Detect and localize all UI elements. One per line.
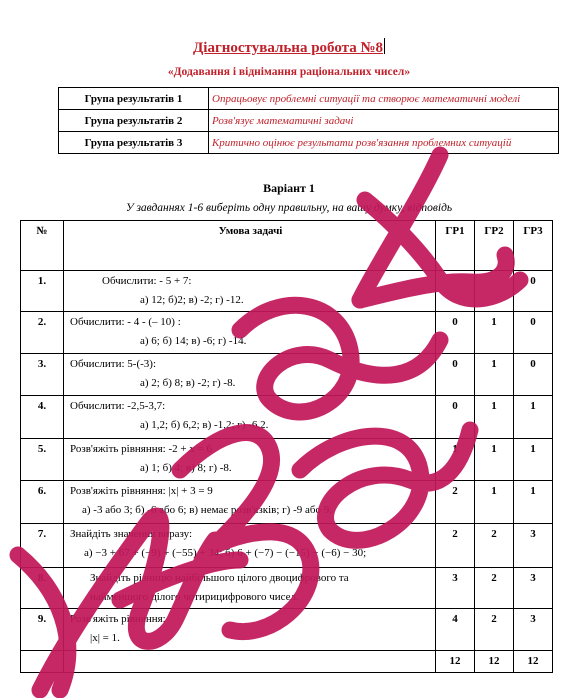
gr2-score: 1	[475, 354, 514, 396]
gr3-score: 0	[514, 354, 553, 396]
gr1-score: 3	[436, 568, 475, 609]
group-description: Критично оцінює результати розв'язання проблемних ситуацій	[209, 132, 559, 154]
task-condition	[64, 354, 436, 396]
task-options: а) −3 + 67 + (−9) + (−55) + 34; б) 6 + (−7) − (−15) − (−6) − 30;	[84, 547, 367, 559]
table-row	[21, 524, 553, 568]
document-title: Діагностувальна робота №8	[192, 40, 384, 56]
gr3-total: 12	[514, 651, 553, 673]
task-question: Знайдіть значення виразу:	[70, 528, 193, 540]
gr3-score: 0	[514, 271, 553, 312]
gr1-score: 0	[436, 396, 475, 439]
task-number: 8.	[21, 568, 64, 609]
task-condition	[64, 524, 436, 568]
table-row	[21, 396, 553, 439]
task-number: 7.	[21, 524, 64, 568]
task-condition	[64, 609, 436, 651]
totals-row	[21, 651, 553, 673]
task-condition	[64, 312, 436, 354]
document-subtitle: «Додавання і віднімання раціональних чисел»	[167, 66, 411, 78]
gr1-score: 2	[436, 524, 475, 568]
gr2-score: 1	[475, 312, 514, 354]
gr1-score: 0	[436, 354, 475, 396]
table-row	[21, 609, 553, 651]
task-question: Розв'яжіть рівняння: |x| + 3 = 9	[70, 485, 213, 497]
task-number: 6.	[21, 481, 64, 524]
group-description: Опрацьовує проблемні ситуації та створює математичні моделі	[209, 88, 559, 110]
gr1-score: 4	[436, 609, 475, 651]
task-condition	[64, 396, 436, 439]
group-name: Група результатів 3	[59, 132, 209, 154]
gr2-score: 2	[475, 524, 514, 568]
task-question: Розв'яжіть рівняння:	[70, 613, 166, 625]
task-options: а) 12; б)2; в) -2; г) -12.	[140, 294, 244, 306]
table-row	[21, 568, 553, 609]
task-question: Знайдіть різницю найбільшого цілого двоцифрового та	[90, 572, 349, 584]
task-condition	[64, 568, 436, 609]
header-gr2: ГР2	[475, 221, 514, 271]
table-row	[21, 481, 553, 524]
group-description: Розв'язує математичні задачі	[209, 110, 559, 132]
table-row	[21, 271, 553, 312]
total-label	[21, 651, 64, 673]
gr3-score: 0	[514, 312, 553, 354]
header-gr1: ГР1	[436, 221, 475, 271]
task-options: а) 1; б) 4; в) 8; г) -8.	[140, 462, 232, 474]
gr3-score: 1	[514, 481, 553, 524]
gr2-score: 1	[475, 481, 514, 524]
task-number: 4.	[21, 396, 64, 439]
gr3-score: 3	[514, 609, 553, 651]
gr1-score	[436, 271, 475, 312]
group-row	[59, 132, 559, 154]
variant-heading: Варіант 1	[263, 181, 315, 195]
task-condition	[64, 271, 436, 312]
gr3-score: 1	[514, 439, 553, 481]
gr2-score: 2	[475, 609, 514, 651]
task-options: |x| = 1.	[90, 632, 120, 644]
task-question: Розв'яжіть рівняння: -2 + x = 6	[70, 443, 213, 455]
task-options: а) 6; б) 14; в) -6; г) -14.	[140, 335, 247, 347]
gr2-score: 1	[475, 396, 514, 439]
task-options: найменшого цілого чотирицифрового чисел.	[90, 591, 299, 603]
tasks-table	[20, 220, 553, 673]
group-name: Група результатів 2	[59, 110, 209, 132]
gr2-score	[475, 271, 514, 312]
header-gr3: ГР3	[514, 221, 553, 271]
table-row	[21, 312, 553, 354]
gr2-score: 2	[475, 568, 514, 609]
result-groups-table	[58, 87, 559, 154]
task-question: Обчислити: - 5 + 7:	[102, 275, 192, 287]
group-row	[59, 110, 559, 132]
task-options: а) 1,2; б) 6,2; в) -1,2; г) -6,2.	[140, 419, 269, 431]
task-number: 9.	[21, 609, 64, 651]
header-task: Умова задачі	[64, 221, 436, 271]
task-number: 5.	[21, 439, 64, 481]
task-options: а) 2; б) 8; в) -2; г) -8.	[140, 377, 236, 389]
task-question: Обчислити: -2,5-3,7:	[70, 400, 166, 412]
gr1-score: 2	[436, 481, 475, 524]
total-empty	[64, 651, 436, 673]
text-cursor	[384, 38, 385, 54]
table-row	[21, 354, 553, 396]
group-row	[59, 88, 559, 110]
task-question: Обчислити: 5-(-3):	[70, 358, 157, 370]
table-header-row	[21, 221, 553, 271]
gr3-score: 3	[514, 568, 553, 609]
task-condition	[64, 481, 436, 524]
table-row	[21, 439, 553, 481]
gr1-score: 0	[436, 312, 475, 354]
gr1-score: 1	[436, 439, 475, 481]
task-question: Обчислити: - 4 - (– 10) :	[70, 316, 181, 328]
header-num: №	[21, 221, 64, 271]
instruction-text: У завданнях 1-6 виберіть одну правильну, на вашу думку, відповідь	[125, 202, 453, 214]
group-name: Група результатів 1	[59, 88, 209, 110]
gr2-score: 1	[475, 439, 514, 481]
task-condition	[64, 439, 436, 481]
gr3-score: 1	[514, 396, 553, 439]
gr1-total: 12	[436, 651, 475, 673]
gr2-total: 12	[475, 651, 514, 673]
gr3-score: 3	[514, 524, 553, 568]
task-options: а) -3 або 3; б) -6 або 6; в) немає розв'язків; г) -9 або 9.	[82, 504, 332, 516]
task-number: 1.	[21, 271, 64, 312]
task-number: 3.	[21, 354, 64, 396]
task-number: 2.	[21, 312, 64, 354]
